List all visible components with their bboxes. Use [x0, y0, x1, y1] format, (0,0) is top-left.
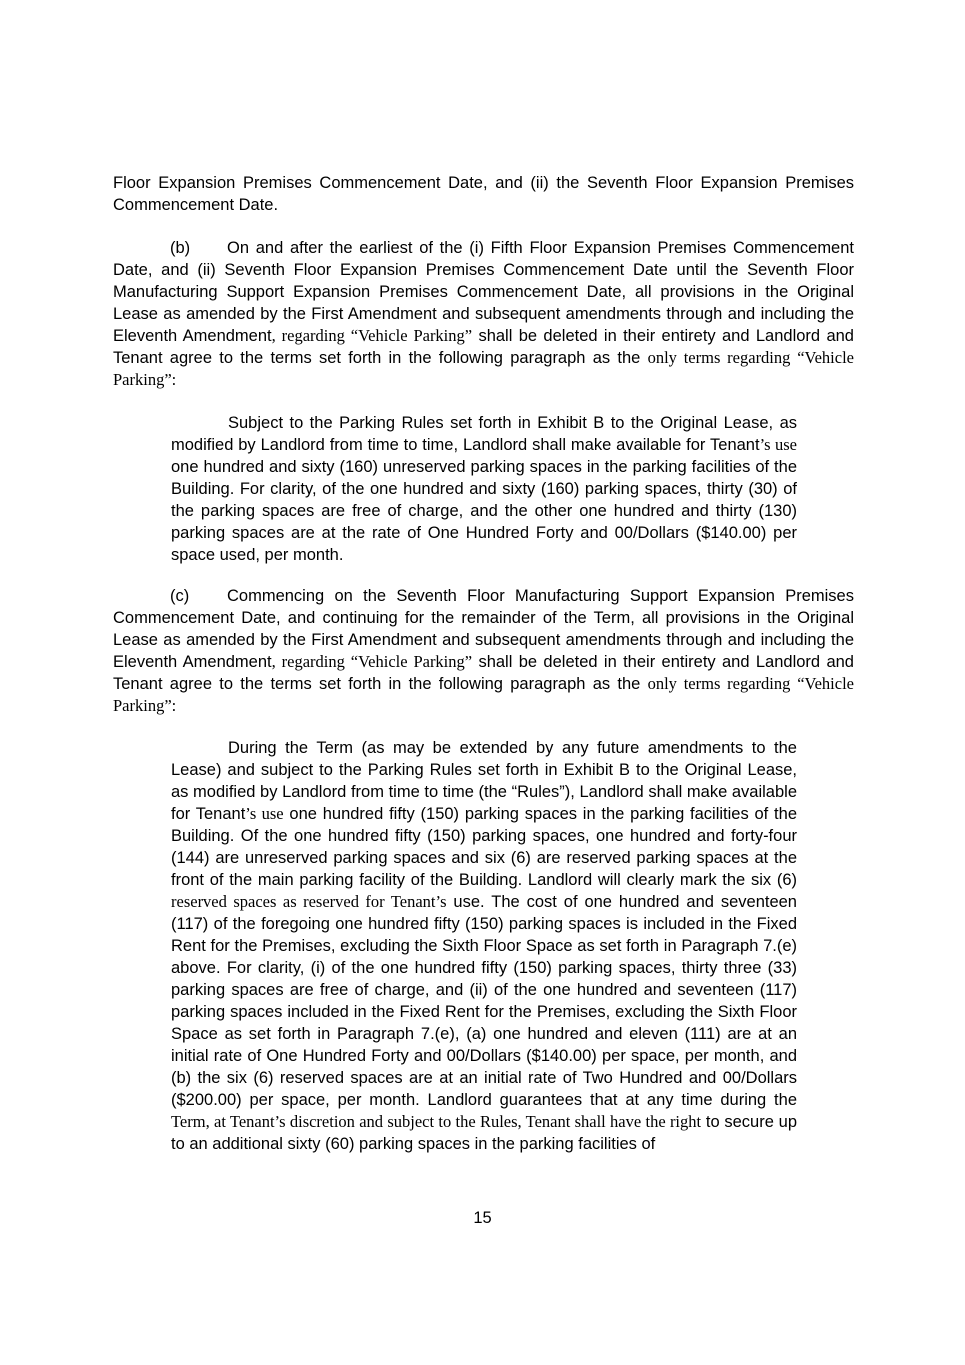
paragraph-b-serif-end: only terms regarding “Vehicle Parking”: [113, 348, 854, 389]
quote-c-serif-1: ’s use [245, 804, 284, 823]
quote-b-serif: ’s use [759, 435, 797, 454]
paragraph-c-serif-text: , regarding “Vehicle Parking” [271, 652, 473, 671]
paragraph-b [113, 237, 854, 391]
paragraph-continuation [113, 172, 854, 216]
paragraph-b-serif-text: , regarding “Vehicle Parking” [271, 326, 473, 345]
quote-block-b [171, 412, 797, 566]
quote-c-text-4: to secure up to an additional sixty (60) parking spaces in the parking facilities of [171, 1113, 798, 1153]
quote-c-serif-3: Term, at Tenant’s discretion and subject to the Rules, Tenant shall have the right [171, 1112, 702, 1131]
quote-b-text-after: one hundred and sixty (160) unreserved parking spaces in the parking facilities of the Building. For clarity, of the one hundred and sixty (160) parking spaces, thirty (30) of the parking spaces are free of charge, and the other one hundred and thirty (130) parking spaces are at the rate of One Hundred Forty and 00/Dollars ($140.00) per space used, per month. [171, 458, 797, 564]
page-number: 15 [473, 1209, 492, 1227]
quote-c-serif-2: reserved spaces as reserved for Tenant’s [171, 892, 447, 911]
paragraph-b-text: On and after the earliest of the (i) Fifth Floor Expansion Premises Commencement Date, and (ii) Seventh Floor Expansion Premises Commencement Date until the Seventh Floor Manufacturing Support Expansion Premises Commencement Date, all provisions in the Original Lease as amended by the First Amendment and subsequent amendments through and including the Eleventh Amendment [113, 239, 854, 345]
paragraph-c-serif-end: only terms regarding “Vehicle Parking”: [113, 674, 854, 715]
paragraph-c-text: Commencing on the Seventh Floor Manufacturing Support Expansion Premises Commencement Date, and continuing for the remainder of the Term, all provisions in the Original Lease as amended by the First Amendment and subsequent amendments through and including the Eleventh Amendment [113, 587, 854, 671]
quote-c-text-3: use. The cost of one hundred and seventeen (117) of the foregoing one hundred fifty (150) parking spaces is included in the Fixed Rent for the Premises, excluding the Sixth Floor Space as set forth in Paragraph 7.(e) above. For clarity, (i) of the one hundred fifty (150) parking spaces, thirty three (33) parking spaces are free of charge, and (ii) of the one hundred and seventeen (117) parking spaces included in the Fixed Rent for the Premises, excluding the Sixth Floor Space as set forth in Paragraph 7.(e), (a) one hundred and eleven (111) are at an initial rate of One Hundred Forty and 00/Dollars ($140.00) per space, per month, and (b) the six (6) reserved spaces are at an initial rate of Two Hundred and 00/Dollars ($200.00) per space, per month. Landlord guarantees that at any time during the [171, 893, 797, 1109]
quote-c-text-1: During the Term (as may be extended by any future amendments to the Lease) and subject to the Parking Rules set forth in Exhibit B to the Original Lease, as modified by Landlord from time to time (the “Rules”), Landlord shall make available for Tenant [171, 739, 797, 823]
continuation-text: Floor Expansion Premises Commencement Date, and (ii) the Seventh Floor Expansion Premises Commencement Date. [113, 174, 854, 214]
quote-c-text-2: one hundred fifty (150) parking spaces in the parking facilities of the Building. Of the one hundred fifty (150) parking spaces, one hundred and forty-four (144) are unreserved parking spaces and six (6) are reserved parking spaces at the front of the main parking facility of the Building. Landlord will clearly mark the six (6) [171, 805, 797, 889]
quote-b-text: Subject to the Parking Rules set forth in Exhibit B to the Original Lease, as modified by Landlord from time to time, Landlord shall make available for Tenant [171, 414, 797, 454]
paragraph-c-text-middle: shall be deleted in their entirety and Landlord and Tenant agree to the terms set forth in the following paragraph as the [113, 653, 854, 693]
paragraph-c [113, 585, 854, 717]
paragraph-b-text-middle: shall be deleted in their entirety and Landlord and Tenant agree to the terms set forth in the following paragraph as the [113, 327, 854, 367]
quote-block-c [171, 737, 797, 1155]
paragraph-c-label: (c) [170, 587, 190, 605]
paragraph-b-label: (b) [170, 239, 191, 257]
